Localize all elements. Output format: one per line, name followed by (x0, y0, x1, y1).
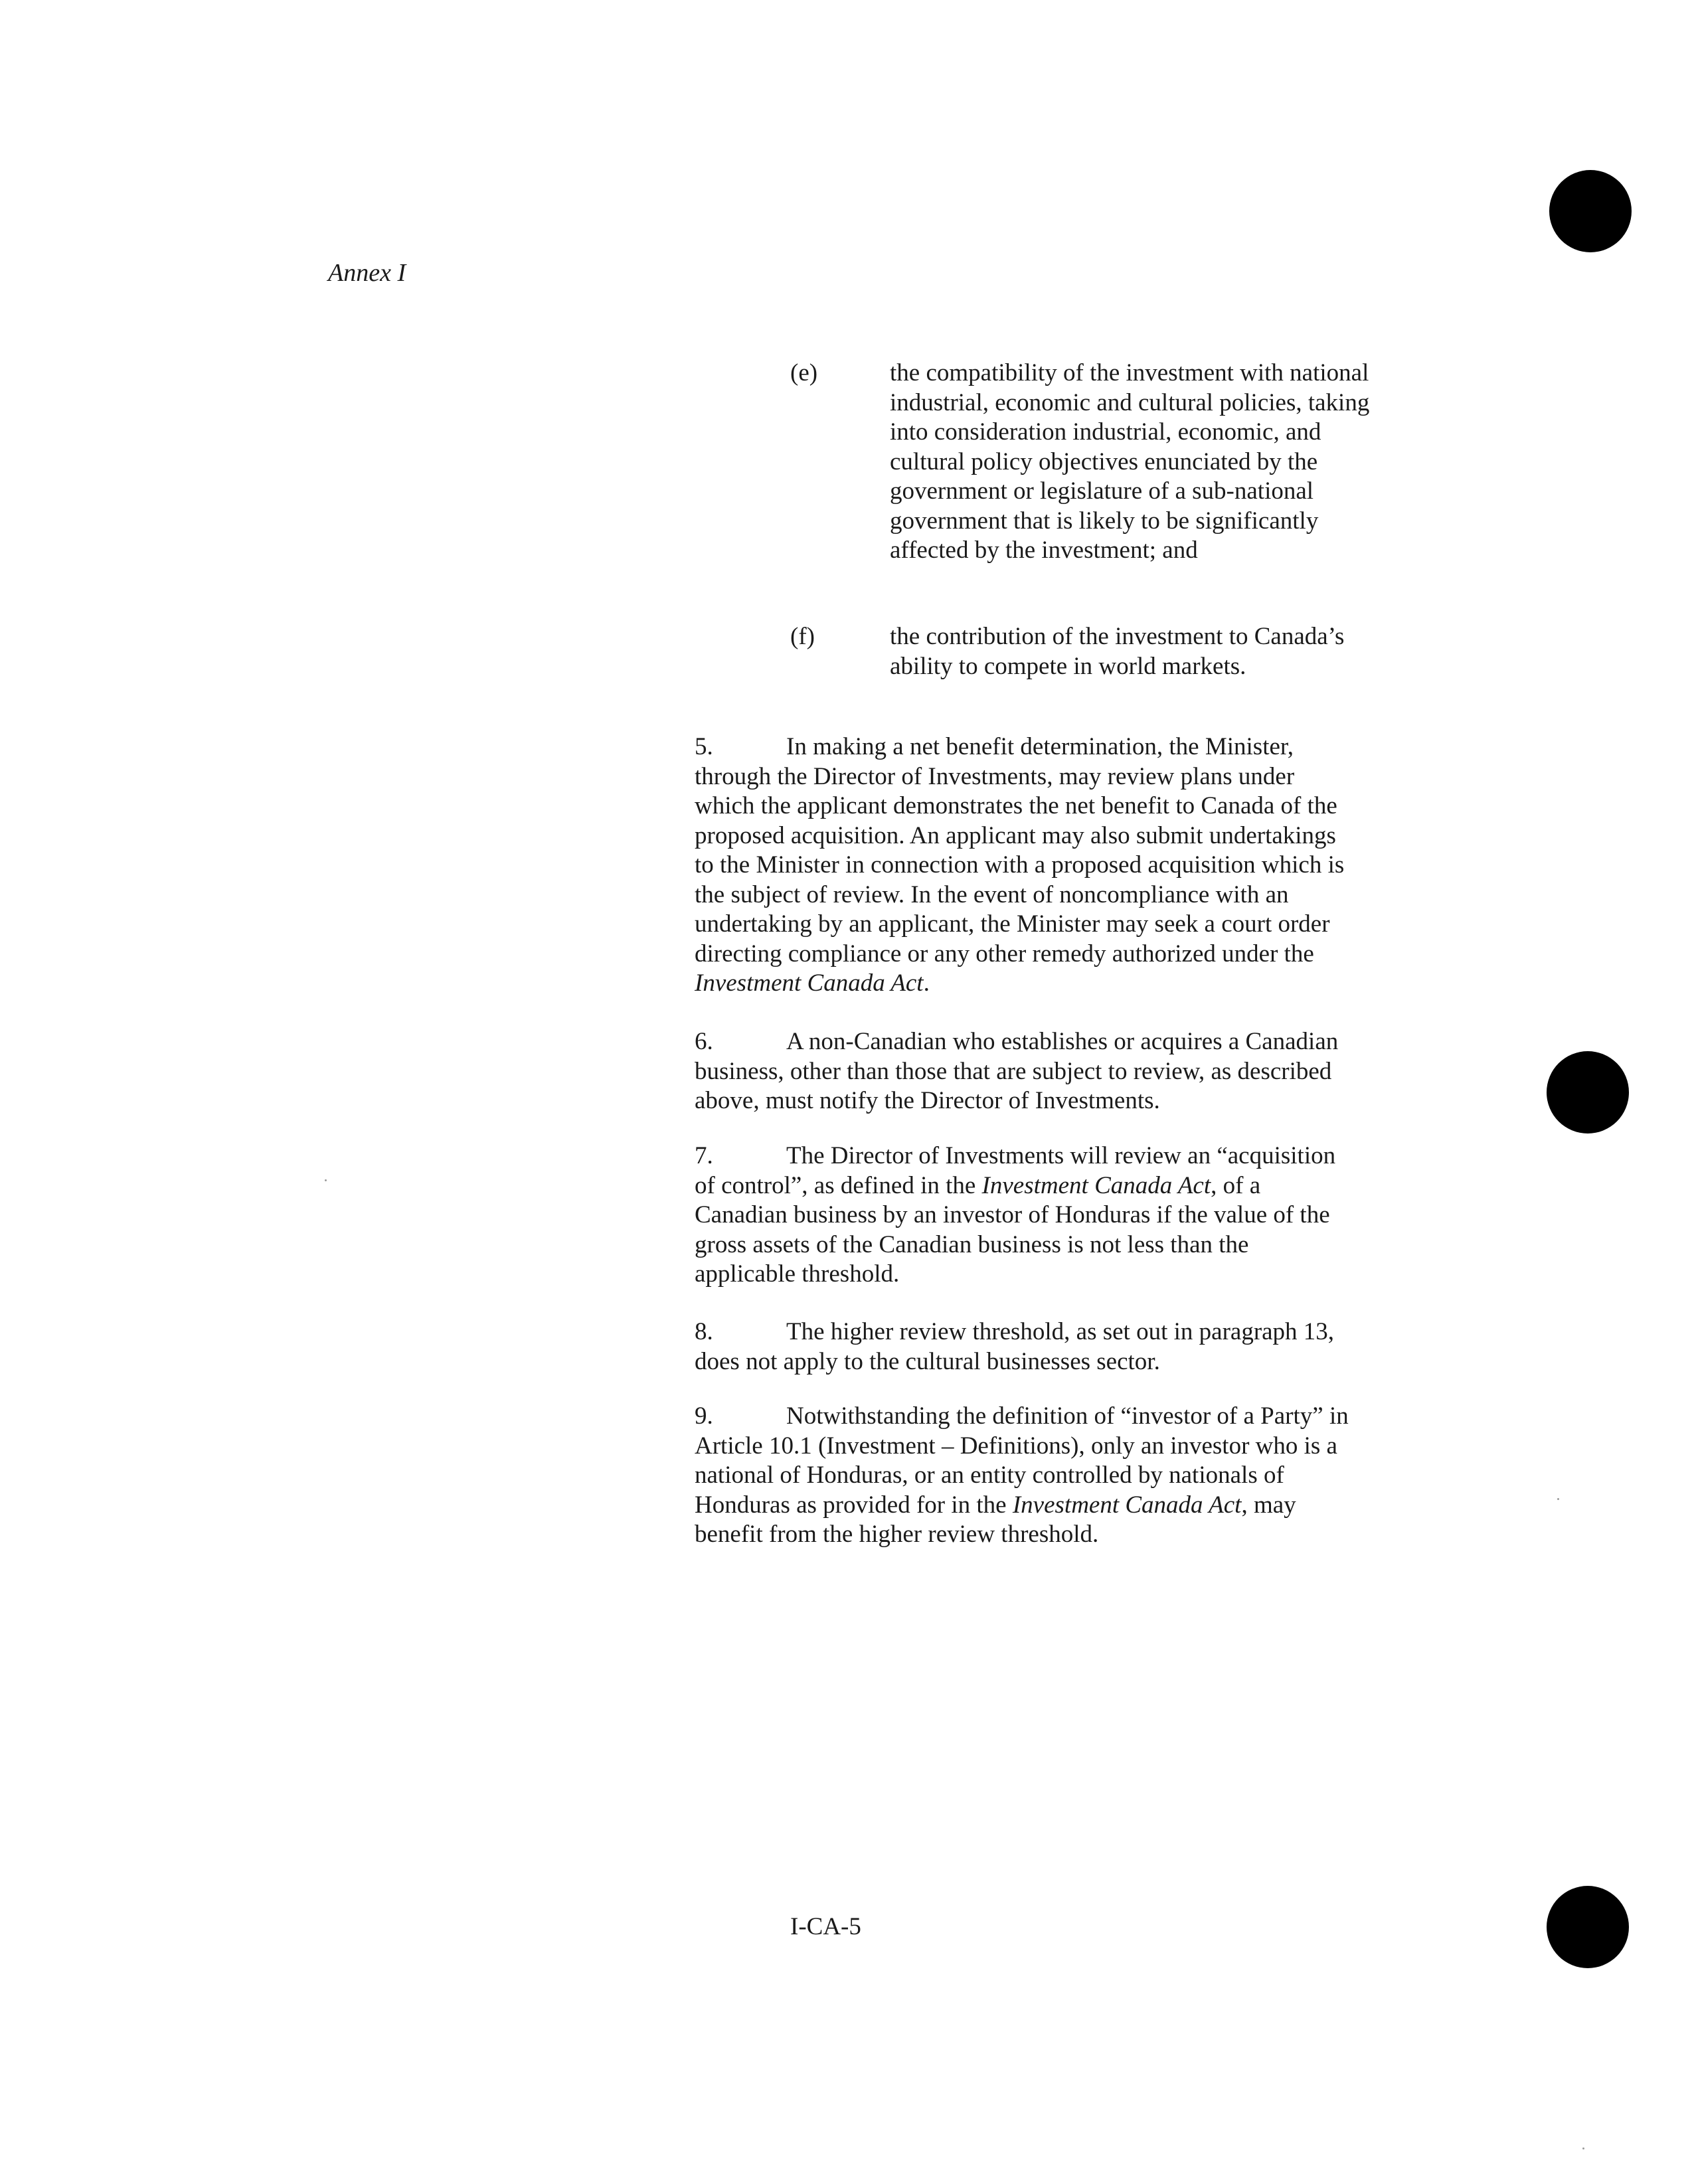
scan-speck (1557, 1498, 1559, 1500)
paragraph-number: 9. (695, 1402, 713, 1430)
list-item-marker: (e) (790, 359, 818, 386)
statute-title: Investment Canada Act (981, 1171, 1211, 1199)
paragraph-5 (695, 732, 1352, 999)
scan-speck (325, 1179, 327, 1181)
list-item-text: the compatibility of the investment with national industrial, economic and cultural policies, taking into consideration industrial, economic, and cultural policy objectives enunciated by the government or legislature of a sub-national government that is likely to be significantly affected by the investment; and (890, 359, 1370, 564)
statute-title: Investment Canada Act (695, 969, 924, 997)
paragraph-text-end: , may benefit from the higher review threshold. (695, 1491, 1296, 1548)
paragraph-number: 7. (695, 1142, 713, 1169)
paragraph-text-end: . (923, 969, 930, 997)
punch-hole-bottom (1547, 1886, 1629, 1968)
paragraph-text: A non-Canadian who establishes or acquires a Canadian business, other than those that are subject to review, as described above, must notify the Director of Investments. (695, 1028, 1339, 1114)
paragraph-7 (695, 1141, 1352, 1290)
paragraph-text: The Director of Investments will review an “acquisition of control”, as defined in the (695, 1142, 1336, 1199)
list-item-e (790, 359, 1388, 598)
punch-hole-top (1549, 170, 1632, 252)
paragraph-number: 8. (695, 1318, 713, 1345)
paragraph-6 (695, 1027, 1352, 1116)
scan-speck (1582, 2147, 1584, 2149)
statute-title: Investment Canada Act (1012, 1491, 1242, 1519)
paragraph-text: The higher review threshold, as set out in paragraph 13, does not apply to the cultural businesses sector. (695, 1318, 1335, 1375)
annex-header: Annex I (328, 259, 406, 287)
paragraph-text: Notwithstanding the definition of “investor of a Party” in Article 10.1 (Investment – Definitions), only an investor who is a national of Honduras, or an entity controlled by nationals of Honduras as provided for in the (695, 1402, 1349, 1519)
paragraph-9 (695, 1402, 1352, 1550)
punch-hole-middle (1547, 1051, 1629, 1134)
paragraph-text-end: , of a Canadian business by an investor of Honduras if the value of the gross assets of the Canadian business is not less than the applicable threshold. (695, 1171, 1330, 1288)
paragraph-8 (695, 1317, 1352, 1377)
paragraph-text: In making a net benefit determination, the Minister, through the Director of Investments, may review plans under which the applicant demonstrates the net benefit to Canada of the proposed acquisition. An applicant may also submit undertakings to the Minister in connection with a proposed acquisition which is the subject of review. In the event of noncompliance with an undertaking by an applicant, the Minister may seek a court order directing compliance or any other remedy authorized under the (695, 733, 1345, 967)
page-number: I-CA-5 (790, 1913, 861, 1940)
paragraph-number: 6. (695, 1028, 713, 1055)
paragraph-number: 5. (695, 733, 713, 760)
list-item-marker: (f) (790, 623, 815, 650)
list-item-text: the contribution of the investment to Canada’s ability to compete in world markets. (890, 623, 1345, 680)
list-item-f (790, 622, 1388, 715)
